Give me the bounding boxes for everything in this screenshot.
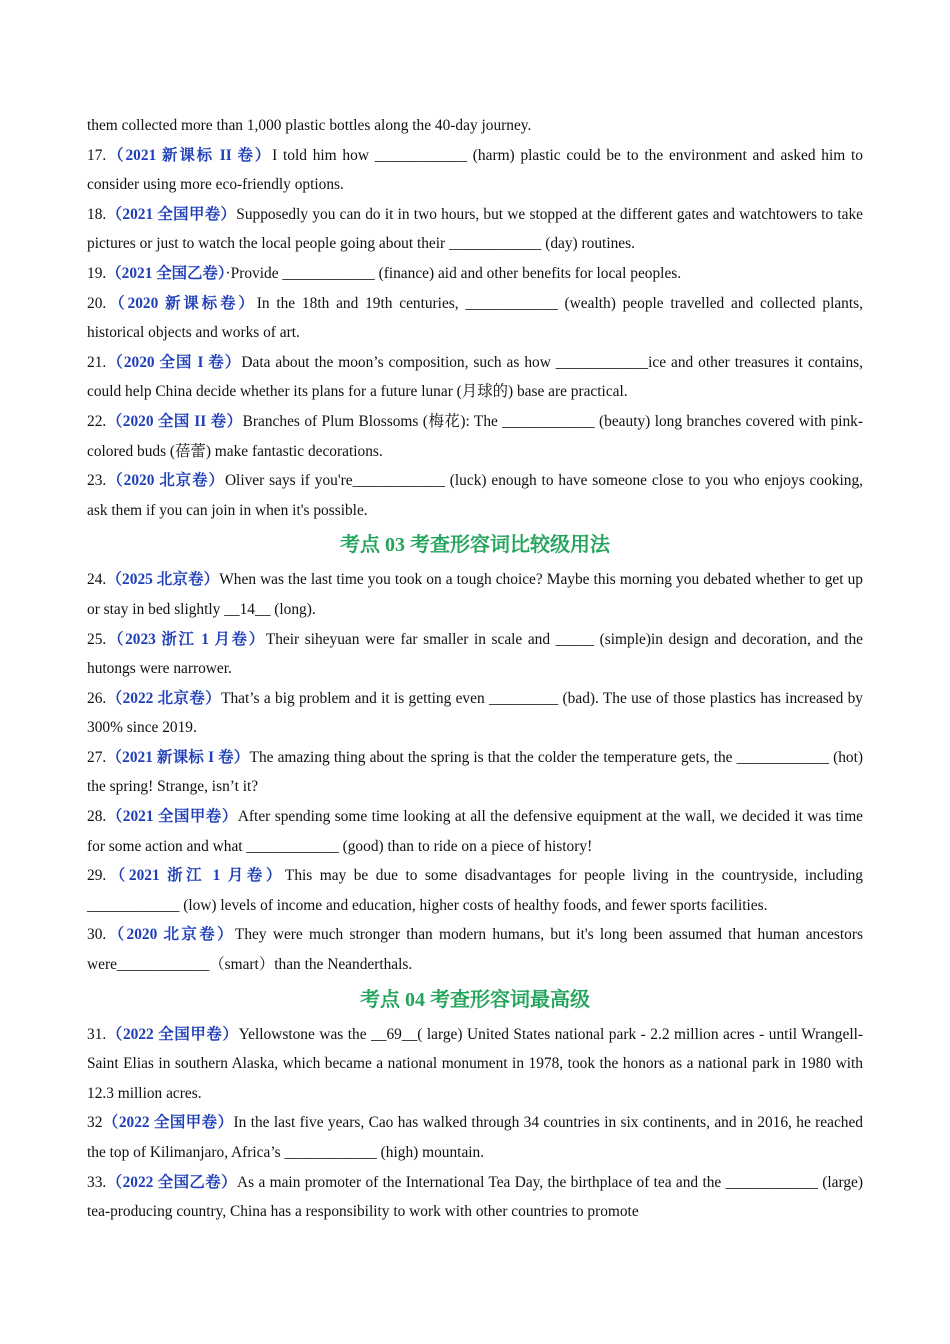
- source-tag: （2021 新课标 II 卷）: [106, 146, 273, 164]
- source-tag: （2021 浙江 1 月卷）: [106, 867, 285, 885]
- question-28: 28.（2021 全国甲卷）After spending some time looking at all the defensive equipment at the wall, we decided it was time for some action and what ____________ (good) than to ride on a piece of history!: [87, 808, 863, 855]
- source-tag: （2020 全国 I 卷）: [106, 353, 242, 371]
- question-32: 32（2022 全国甲卷）In the last five years, Cao has walked through 34 countries in six continents, and in 2016, he reached the top of Kilimanjaro, Africa’s ____________ (high) mountain.: [87, 1114, 863, 1161]
- source-tag: （2025 北京卷）: [106, 571, 220, 589]
- document-body: [87, 111, 863, 1227]
- source-tag: （2021 全国甲卷）: [106, 808, 238, 826]
- source-tag: （2022 北京卷）: [106, 689, 222, 707]
- question-17: 17.（2021 新课标 II 卷）I told him how ____________ (harm) plastic could be to the environment and asked him to consider using more eco-friendly options.: [87, 146, 863, 194]
- question-18: 18.（2021 全国甲卷）Supposedly you can do it in two hours, but we stopped at the different gates and watchtowers to take pictures or just to watch the local people going about their ____________ (day) routines.: [87, 205, 863, 253]
- question-19: 19.（2021 全国乙卷）·Provide ____________ (finance) aid and other benefits for local peoples.: [87, 264, 682, 282]
- question-24: 24.（2025 北京卷）When was the last time you took on a tough choice? Maybe this morning you debated whether to get up or stay in bed slightly __14__ (long).: [87, 571, 863, 618]
- source-tag: （2021 全国甲卷）: [106, 205, 237, 223]
- section-heading-03: 考点 03 考查形容词比较级用法: [340, 534, 610, 557]
- question-20: 20.（2020 新课标卷）In the 18th and 19th centuries, ____________ (wealth) people travelled and collected plants, historical objects and works of art.: [87, 294, 863, 342]
- question-29: 29.（2021 浙江 1 月卷）This may be due to some disadvantages for people living in the countryside, including ____________ (low) levels of income and education, higher costs of healthy foods, and fewer sports facilities.: [87, 867, 863, 914]
- question-23: 23.（2020 北京卷）Oliver says if you're____________ (luck) enough to have someone close to you who enjoys cooking, ask them if you can join in when it's possible.: [87, 472, 863, 519]
- source-tag: （2022 全国乙卷）: [106, 1173, 238, 1191]
- question-31: 31.（2022 全国甲卷）Yellowstone was the __69__( large) United States national park - 2.2 million acres - until Wrangell-Saint Elias in southern Alaska, which became a national monument in 1978, took the honors as a national park in 1980 with 12.3 million acres.: [87, 1025, 864, 1102]
- question-27: 27.（2021 新课标 I 卷）The amazing thing about the spring is that the colder the temperature gets, the ____________ (hot) the spring! Strange, isn’t it?: [87, 748, 863, 796]
- question-30: 30.（2020 北京卷）They were much stronger than modern humans, but it's long been assumed that human ancestors were____________（smart）than the Neanderthals.: [87, 926, 863, 974]
- question-21: 21.（2020 全国 I 卷）Data about the moon’s composition, such as how ____________ice and other treasures it contains, could help China decide whether its plans for a future lunar (月球的) base are practical.: [87, 353, 863, 401]
- section-heading-04: 考点 04 考查形容词最高级: [360, 988, 590, 1011]
- source-tag: （2021 新课标 I 卷）: [106, 748, 250, 766]
- source-tag: （2020 北京卷）: [106, 472, 225, 490]
- question-33: 33.（2022 全国乙卷）As a main promoter of the International Tea Day, the birthplace of tea and the ____________ (large) tea-producing country, China has a responsibility to work with other countries to promote: [87, 1173, 863, 1221]
- continuation-text: them collected more than 1,000 plastic bottles along the 40-day journey.: [87, 117, 532, 134]
- source-tag: （2022 全国甲卷）: [102, 1114, 234, 1132]
- source-tag: （2022 全国甲卷）: [106, 1025, 239, 1043]
- source-tag: （2020 新课标卷）: [106, 294, 257, 312]
- question-25: 25.（2023 浙江 1 月卷）Their siheyuan were far smaller in scale and _____ (simple)in design and decoration, and the hutongs were narrower.: [87, 630, 863, 678]
- source-tag: （2021 全国乙卷）: [106, 264, 226, 282]
- source-tag: （2020 全国 II 卷）: [106, 412, 243, 430]
- source-tag: （2023 浙江 1 月卷）: [106, 630, 266, 648]
- source-tag: （2020 北京卷）: [106, 926, 235, 944]
- question-22: 22.（2020 全国 II 卷）Branches of Plum Blossoms (梅花): The ____________ (beauty) long branches covered with pink-colored buds (蓓蕾) make fantastic decorations.: [87, 412, 863, 460]
- question-26: 26.（2022 北京卷）That’s a big problem and it is getting even _________ (bad). The use of those plastics has increased by 300% since 2019.: [87, 689, 863, 737]
